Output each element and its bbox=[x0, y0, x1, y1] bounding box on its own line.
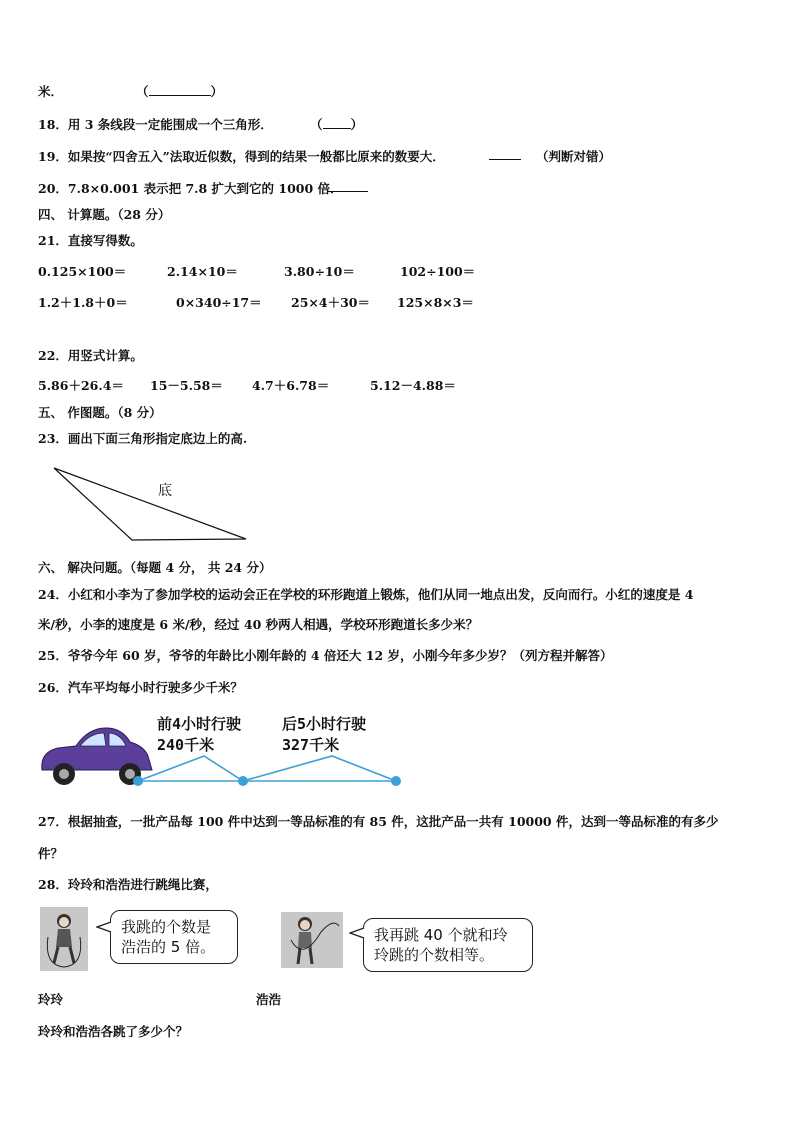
question-19: 19．如果按“四舍五入”法取近似数，得到的结果一般都比原来的数要大． bbox=[38, 149, 445, 164]
q21-item-4: 102÷100＝ bbox=[400, 264, 476, 279]
question-25: 25．爷爷今年 60 岁，爷爷的年龄比小刚年龄的 4 倍还大 12 岁，小刚今年多少岁？（列方程并解答） bbox=[38, 648, 613, 663]
answer-blank-19[interactable] bbox=[489, 147, 521, 160]
speech-bubble-tail-1 bbox=[96, 920, 112, 934]
answer-blank-1[interactable] bbox=[149, 83, 211, 96]
route-line bbox=[138, 756, 396, 781]
question-27-line-2: 件？ bbox=[38, 846, 64, 861]
q22-item-1: 5.86＋26.4＝ bbox=[38, 378, 124, 393]
triangle-shape bbox=[54, 468, 246, 540]
section-6-heading: 六、 解决问题。（每题 4 分， 共 24 分） bbox=[38, 560, 272, 575]
section-5-heading: 五、 作图题。（8 分） bbox=[38, 405, 162, 420]
boy-jumping-rope-icon bbox=[281, 912, 343, 968]
line-mi bbox=[38, 82, 63, 100]
mi-text: 米． bbox=[38, 84, 64, 99]
q22-item-4: 5.12－4.88＝ bbox=[370, 378, 456, 393]
name-linglling: 玲玲 bbox=[38, 992, 64, 1007]
q21-item-2: 2.14×10＝ bbox=[167, 264, 238, 279]
q21-item-5: 1.2＋1.8＋0＝ bbox=[38, 295, 128, 310]
question-22: 22．用竖式计算。 bbox=[38, 348, 143, 363]
question-23: 23．画出下面三角形指定底边上的高. bbox=[38, 431, 248, 446]
route-dot-end bbox=[391, 776, 401, 786]
question-24-line-2: 米/秒，小李的速度是 6 米/秒，经过 40 秒两人相遇，学校环形跑道长多少米？ bbox=[38, 617, 479, 632]
question-19-tail: （判断对错） bbox=[536, 149, 612, 164]
answer-blank-20[interactable] bbox=[328, 179, 368, 192]
answer-paren-1: （ ） bbox=[136, 84, 224, 99]
question-28-ask: 玲玲和浩浩各跳了多少个？ bbox=[38, 1024, 189, 1039]
section-4-heading: 四、 计算题。（28 分） bbox=[38, 207, 171, 222]
q21-item-8: 125×8×3＝ bbox=[397, 295, 474, 310]
route-dot-start bbox=[133, 776, 143, 786]
question-21: 21．直接写得数。 bbox=[38, 233, 143, 248]
q22-item-2: 15－5.58＝ bbox=[150, 378, 223, 393]
question-18: 18．用 3 条线段一定能围成一个三角形． bbox=[38, 117, 273, 132]
speech-bubble-haohao: 我再跳 40 个就和玲 玲跳的个数相等。 bbox=[363, 918, 533, 972]
question-24-line-1: 24．小红和小李为了参加学校的运动会正在学校的环形跑道上锻炼，他们从同一地点出发，反向而行。小红的速度是 4 bbox=[38, 587, 694, 602]
q21-item-6: 0×340÷17＝ bbox=[176, 295, 262, 310]
question-28: 28．玲玲和浩浩进行跳绳比赛， bbox=[38, 877, 218, 892]
q21-item-7: 25×4＋30＝ bbox=[291, 295, 370, 310]
answer-blank-18[interactable] bbox=[323, 116, 351, 129]
segment-2-label: 后5小时行驶 327千米 bbox=[282, 715, 367, 754]
triangle-figure bbox=[40, 460, 260, 550]
q21-item-3: 3.80÷10＝ bbox=[284, 264, 355, 279]
route-dot-mid bbox=[238, 776, 248, 786]
q22-item-3: 4.7＋6.78＝ bbox=[252, 378, 330, 393]
girl-jumping-rope-icon bbox=[40, 907, 88, 971]
answer-paren-18: （ ） bbox=[310, 117, 364, 132]
q21-item-1: 0.125×100＝ bbox=[38, 264, 127, 279]
question-20: 20．7.8×0.001 表示把 7.8 扩大到它的 1000 倍． bbox=[38, 181, 343, 196]
name-haohao: 浩浩 bbox=[256, 992, 282, 1007]
question-27-line-1: 27．根据抽查，一批产品每 100 件中达到一等品标准的有 85 件，这批产品一共有 10000 件，达到一等品标准的有多少 bbox=[38, 814, 719, 829]
triangle-base-label: 底 bbox=[158, 483, 172, 499]
segment-1-label: 前4小时行驶 240千米 bbox=[157, 715, 242, 754]
speech-bubble-linglling: 我跳的个数是 浩浩的 5 倍。 bbox=[110, 910, 238, 964]
car-icon bbox=[42, 728, 152, 785]
question-26: 26．汽车平均每小时行驶多少千米？ bbox=[38, 680, 243, 695]
speech-bubble-tail-2 bbox=[349, 926, 365, 940]
